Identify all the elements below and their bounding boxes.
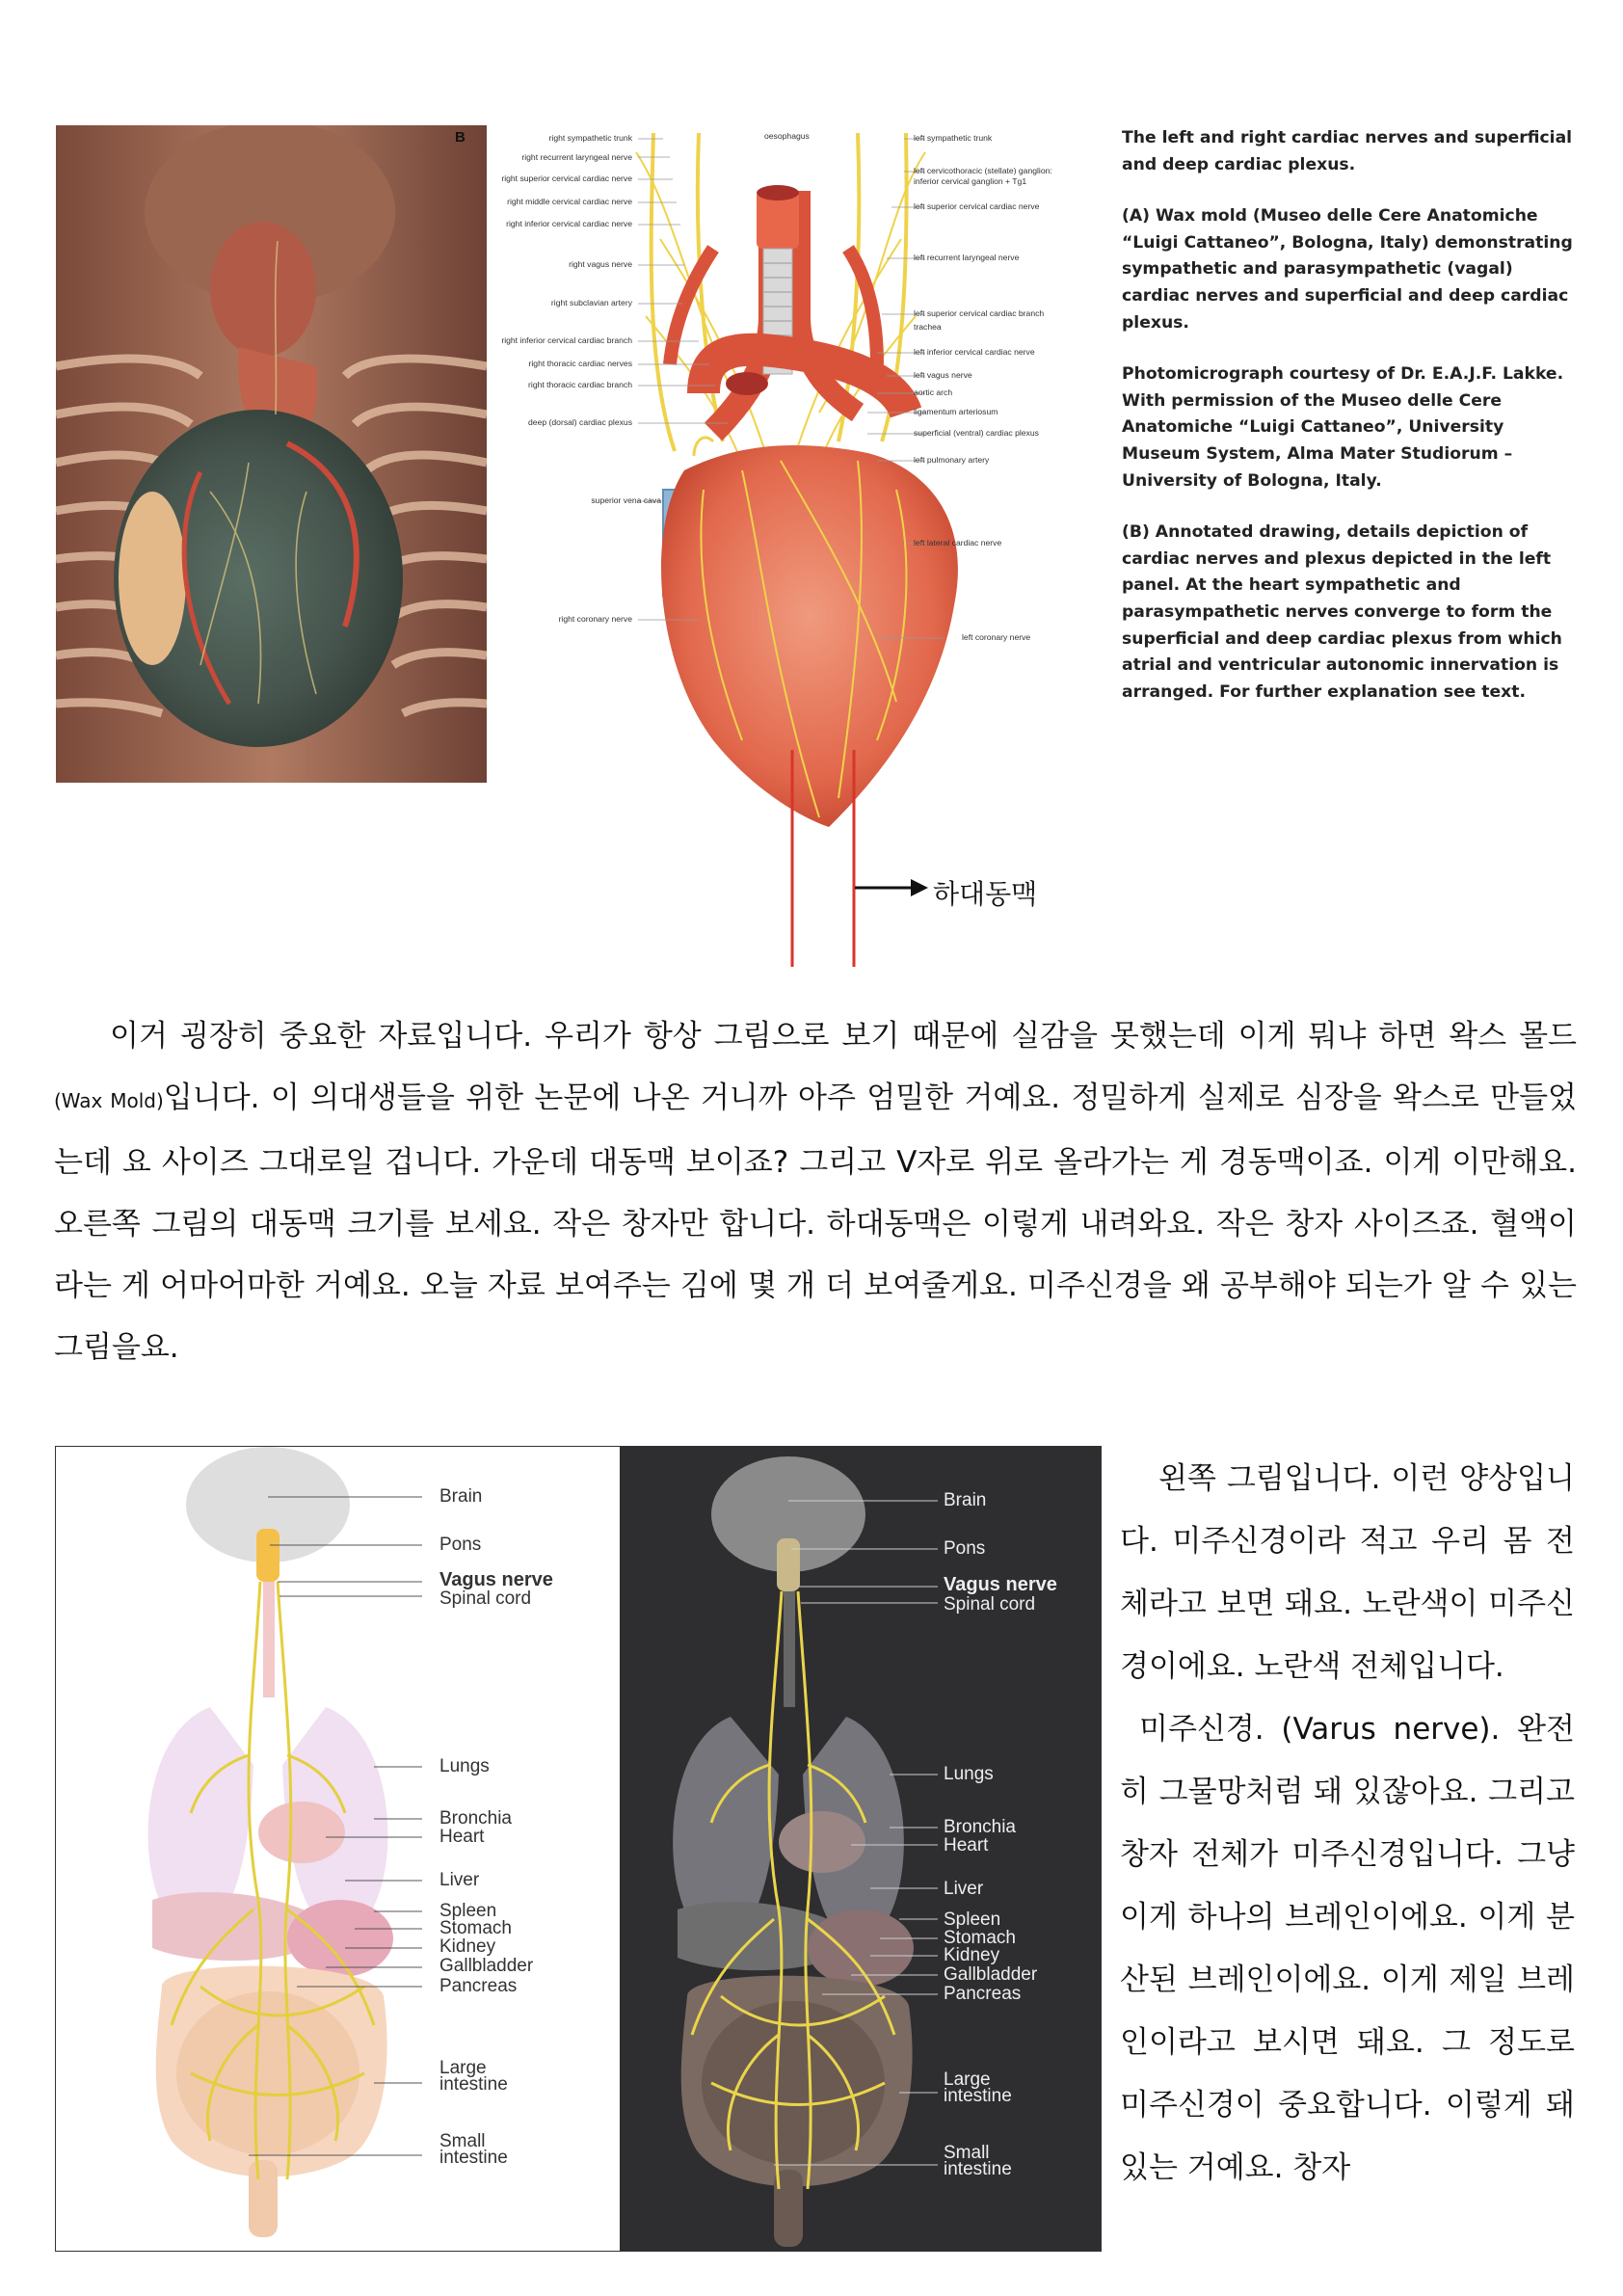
label-liver: Liver [439,1870,480,1890]
arrow-right-icon [853,875,930,900]
label-left-sympathetic-trunk: left sympathetic trunk [914,133,993,143]
label-brain-dark: Brain [944,1490,987,1510]
label-right-recurrent-laryngeal: right recurrent laryngeal nerve [521,152,632,162]
label-left-inferior-cervical: left inferior cervical cardiac nerve [914,347,1035,357]
label-left-superior-cervical-branch: left superior cervical cardiac branch [914,308,1045,318]
label-large-intestine: intestine [439,2074,508,2095]
label-right-thoracic-branch: right thoracic cardiac branch [528,380,632,389]
label-liver-dark: Liver [944,1879,984,1899]
paragraph-sub: (Wax Mold) [54,1089,164,1112]
label-bronchia: Bronchia [439,1808,512,1829]
label-ligamentum-arteriosum: ligamentum arteriosum [914,407,998,416]
label-large-intestine-dark: intestine [944,2086,1012,2106]
panel-b-letter: B [455,129,466,146]
label-large: Large [439,2058,487,2078]
label-bronchia-dark: Bronchia [944,1817,1016,1837]
label-superficial-cardiac-plexus: superficial (ventral) cardiac plexus [914,428,1039,438]
label-left-stellate-ganglion: left cervicothoracic (stellate) ganglion: [914,166,1052,175]
vagus-nerve-figure [55,1446,1102,2252]
side-text-p2: 미주신경. (Varus nerve). 완전히 그물망처럼 돼 있잖아요. 그리고 창자 전체가 미주신경입니다. 그냥 이게 하나의 브레인이에요. 이게 분산된 브레인이에요. 이게 제일 브레인이라고 보시면 돼요. 그 정도로 미주신경이 중요합니다. 이렇게 돼 있는 거예요. 창자 [1120,1712,1575,2185]
label-spinal-cord-dark: Spinal cord [944,1594,1036,1615]
vagus-light-panel [56,1447,620,2251]
vagus-dark-panel [620,1447,1101,2251]
label-spleen: Spleen [439,1901,497,1921]
label-small: Small [439,2131,486,2151]
side-text [1120,1448,1575,2200]
label-pons: Pons [439,1535,482,1555]
label-small-intestine: intestine [439,2148,508,2168]
body-paragraph [54,1005,1577,1378]
label-right-middle-cervical: right middle cervical cardiac nerve [507,197,632,206]
label-aortic-arch: aortic arch [914,387,953,397]
label-lungs: Lungs [439,1756,490,1776]
label-superior-vena-cava: superior vena cava [591,495,661,505]
label-vagus-nerve-dark: Vagus nerve [944,1574,1057,1595]
label-large-dark: Large [944,2069,991,2090]
label-pons-dark: Pons [944,1538,986,1559]
label-right-coronary-nerve: right coronary nerve [558,614,632,624]
paragraph-part2: 입니다. 이 의대생들을 위한 논문에 나온 거니까 아주 엄밀한 거예요. 정밀하게 실제로 심장을 왁스로 만들었는데 요 사이즈 그대로일 겁니다. 가운데 대동맥 보이죠? 그리고 V자로 위로 올라가는 게 경동맥이죠. 이게 이만해요. 오른쪽 그림의 대동맥 크기를 보세요. 작은 창자만 합니다. 하대동맥은 이렇게 내려와요. 작은 창자 사이즈죠. 혈액이라는 게 어마어마한 거예요. 오늘 자료 보여주는 김에 몇 개 더 보여줄게요. 미주신경을 왜 공부해야 되는가 알 수 있는 그림을요. [54,1081,1578,1365]
label-left-recurrent-laryngeal: left recurrent laryngeal nerve [914,253,1020,262]
label-trachea: trachea [914,322,942,332]
paragraph-part1: 이거 굉장히 중요한 자료입니다. 우리가 항상 그림으로 보기 때문에 실감을 못했는데 이게 뭐냐 하면 왁스 몰드 [110,1019,1577,1054]
side-text-p1: 왼쪽 그림입니다. 이런 양상입니다. 미주신경이라 적고 우리 몸 전체라고 보면 돼요. 노란색이 미주신경이에요. 노란색 전체입니다. [1120,1461,1575,1684]
label-right-inferior-cervical: right inferior cervical cardiac nerve [506,219,632,228]
label-left-lateral-cardiac: left lateral cardiac nerve [914,538,1002,547]
label-right-sympathetic-trunk: right sympathetic trunk [548,133,632,143]
label-heart-dark: Heart [944,1835,989,1855]
label-spinal-cord: Spinal cord [439,1589,532,1609]
label-stomach: Stomach [439,1918,512,1938]
label-stomach-dark: Stomach [944,1928,1016,1948]
label-right-thoracic-nerves: right thoracic cardiac nerves [528,359,632,368]
label-right-vagus-nerve: right vagus nerve [569,259,632,269]
label-left-coronary-nerve: left coronary nerve [962,632,1031,642]
label-left-stellate-ganglion-2: inferior cervical ganglion + Tg1 [914,176,1027,186]
label-lungs-dark: Lungs [944,1764,994,1784]
label-kidney-dark: Kidney [944,1945,1000,1965]
label-pancreas-dark: Pancreas [944,1984,1022,2004]
label-right-subclavian-artery: right subclavian artery [550,298,632,307]
label-left-vagus-nerve: left vagus nerve [914,370,972,380]
ivc-label: 하대동맥 [933,878,1038,910]
label-left-pulmonary-artery: left pulmonary artery [914,455,990,465]
label-small-dark: Small [944,2143,990,2163]
label-spleen-dark: Spleen [944,1909,1001,1930]
caption-a: (A) Wax mold (Museo delle Cere Anatomiche “Luigi Cattaneo”, Bologna, Italy) demonstrating sympathetic and parasympathetic (vagal) cardiac nerves and superficial and deep cardiac plexus. [1122,206,1573,333]
label-heart: Heart [439,1827,485,1847]
label-small-intestine-dark: intestine [944,2159,1012,2179]
label-left-superior-cervical: left superior cervical cardiac nerve [914,201,1040,211]
label-right-superior-cervical: right superior cervical cardiac nerve [501,174,632,183]
label-oesophagus: oesophagus [764,131,810,141]
label-gallbladder: Gallbladder [439,1956,534,1976]
caption-b: (B) Annotated drawing, details depiction of cardiac nerves and plexus depicted in the left panel. At the heart sympathetic and parasympathetic nerves converge to form the superficial and deep cardiac plexus from which atrial and ventricular autonomic innervation is arranged. For further explanation see text. [1122,522,1562,702]
caption-title: The left and right cardiac nerves and superficial and deep cardiac plexus. [1122,128,1573,174]
caption-credit: Photomicrograph courtesy of Dr. E.A.J.F. Lakke. With permission of the Museo delle Cere Anatomiche “Luigi Cattaneo”, University Museum System, Alma Mater Studiorum – University of Bologna, Italy. [1122,364,1564,491]
label-vagus-nerve: Vagus nerve [439,1569,553,1590]
wax-mold-photo [56,125,487,783]
label-right-inferior-cervical-branch: right inferior cervical cardiac branch [501,335,632,345]
label-deep-cardiac-plexus: deep (dorsal) cardiac plexus [528,417,632,427]
label-brain: Brain [439,1486,483,1507]
label-pancreas: Pancreas [439,1976,518,1996]
annotated-heart-drawing [453,123,1108,972]
figure-caption [1122,125,1575,731]
label-gallbladder-dark: Gallbladder [944,1964,1038,1985]
label-kidney: Kidney [439,1936,496,1957]
